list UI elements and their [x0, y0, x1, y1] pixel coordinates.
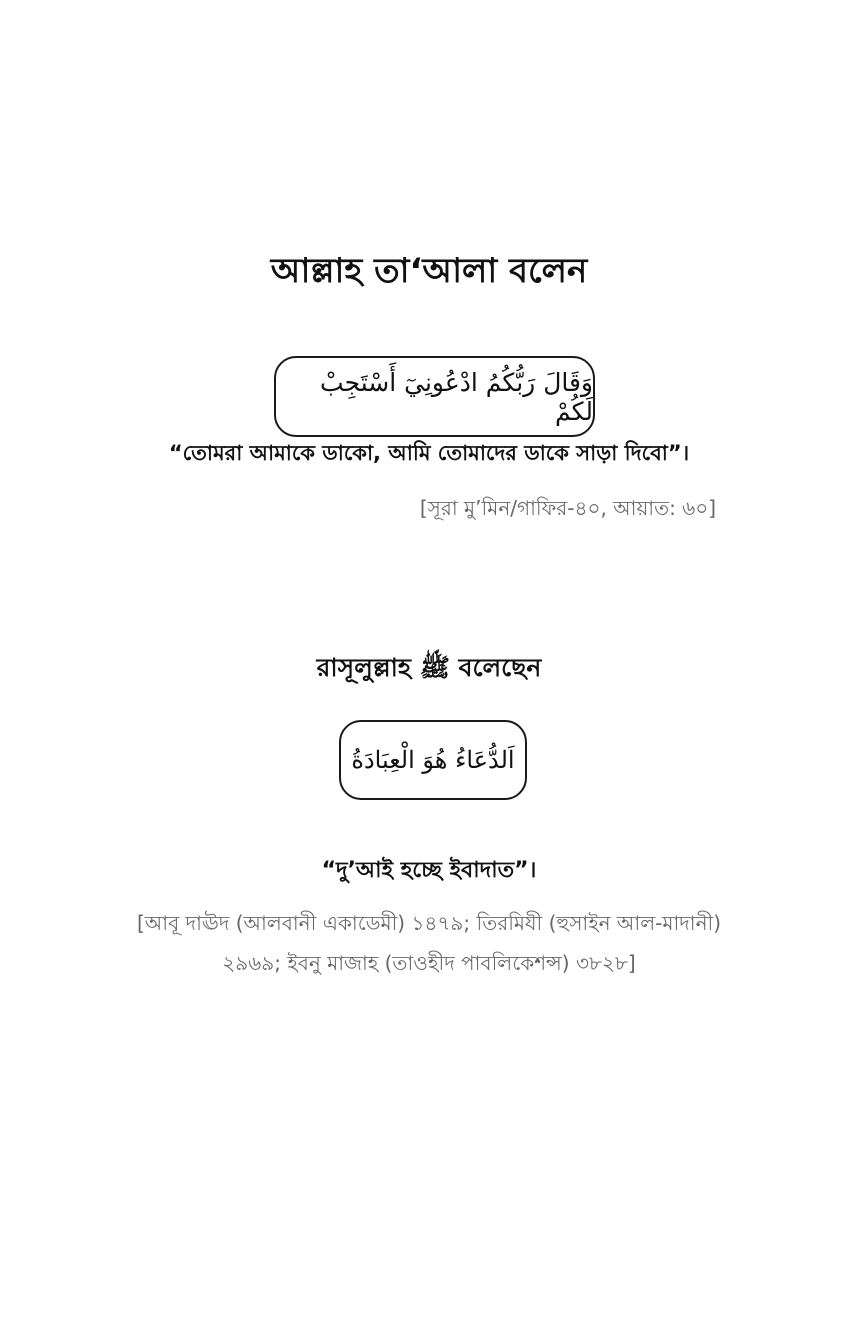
- quran-verse-box: [274, 356, 595, 437]
- quran-verse-arabic: وَقَالَ رَبُّكُمُ ادْعُونِيٓ أَسْتَجِبْ لَكُمْ: [320, 367, 593, 426]
- hadith-arabic: اَلدُّعَاءُ هُوَ الْعِبَادَةُ: [351, 746, 515, 774]
- hadith-reference-line-1: [আবূ দাঊদ (আলবানী একাডেমী) ১৪৭৯; তিরমিযী (হুসাইন আল-মাদানী): [136, 911, 722, 935]
- allah-says-heading: আল্লাহ তা‘আলা বলেন: [270, 251, 588, 291]
- quran-verse-translation: “তোমরা আমাকে ডাকো, আমি তোমাদের ডাকে সাড়া দিবো”।: [168, 441, 690, 465]
- hadith-reference-line-2: ২৯৬৯; ইবনু মাজাহ (তাওহীদ পাবলিকেশন্স) ৩৮২৮]: [222, 951, 636, 975]
- rasul-says-heading: রাসূলুল্লাহ ﷺ বলেছেন: [316, 653, 542, 682]
- quran-verse-reference: [সূরা মু’মিন/গাফির-৪০, আয়াত: ৬০]: [419, 496, 716, 520]
- hadith-box: [339, 720, 527, 800]
- hadith-translation: “দু’আই হচ্ছে ইবাদাত”।: [321, 858, 537, 883]
